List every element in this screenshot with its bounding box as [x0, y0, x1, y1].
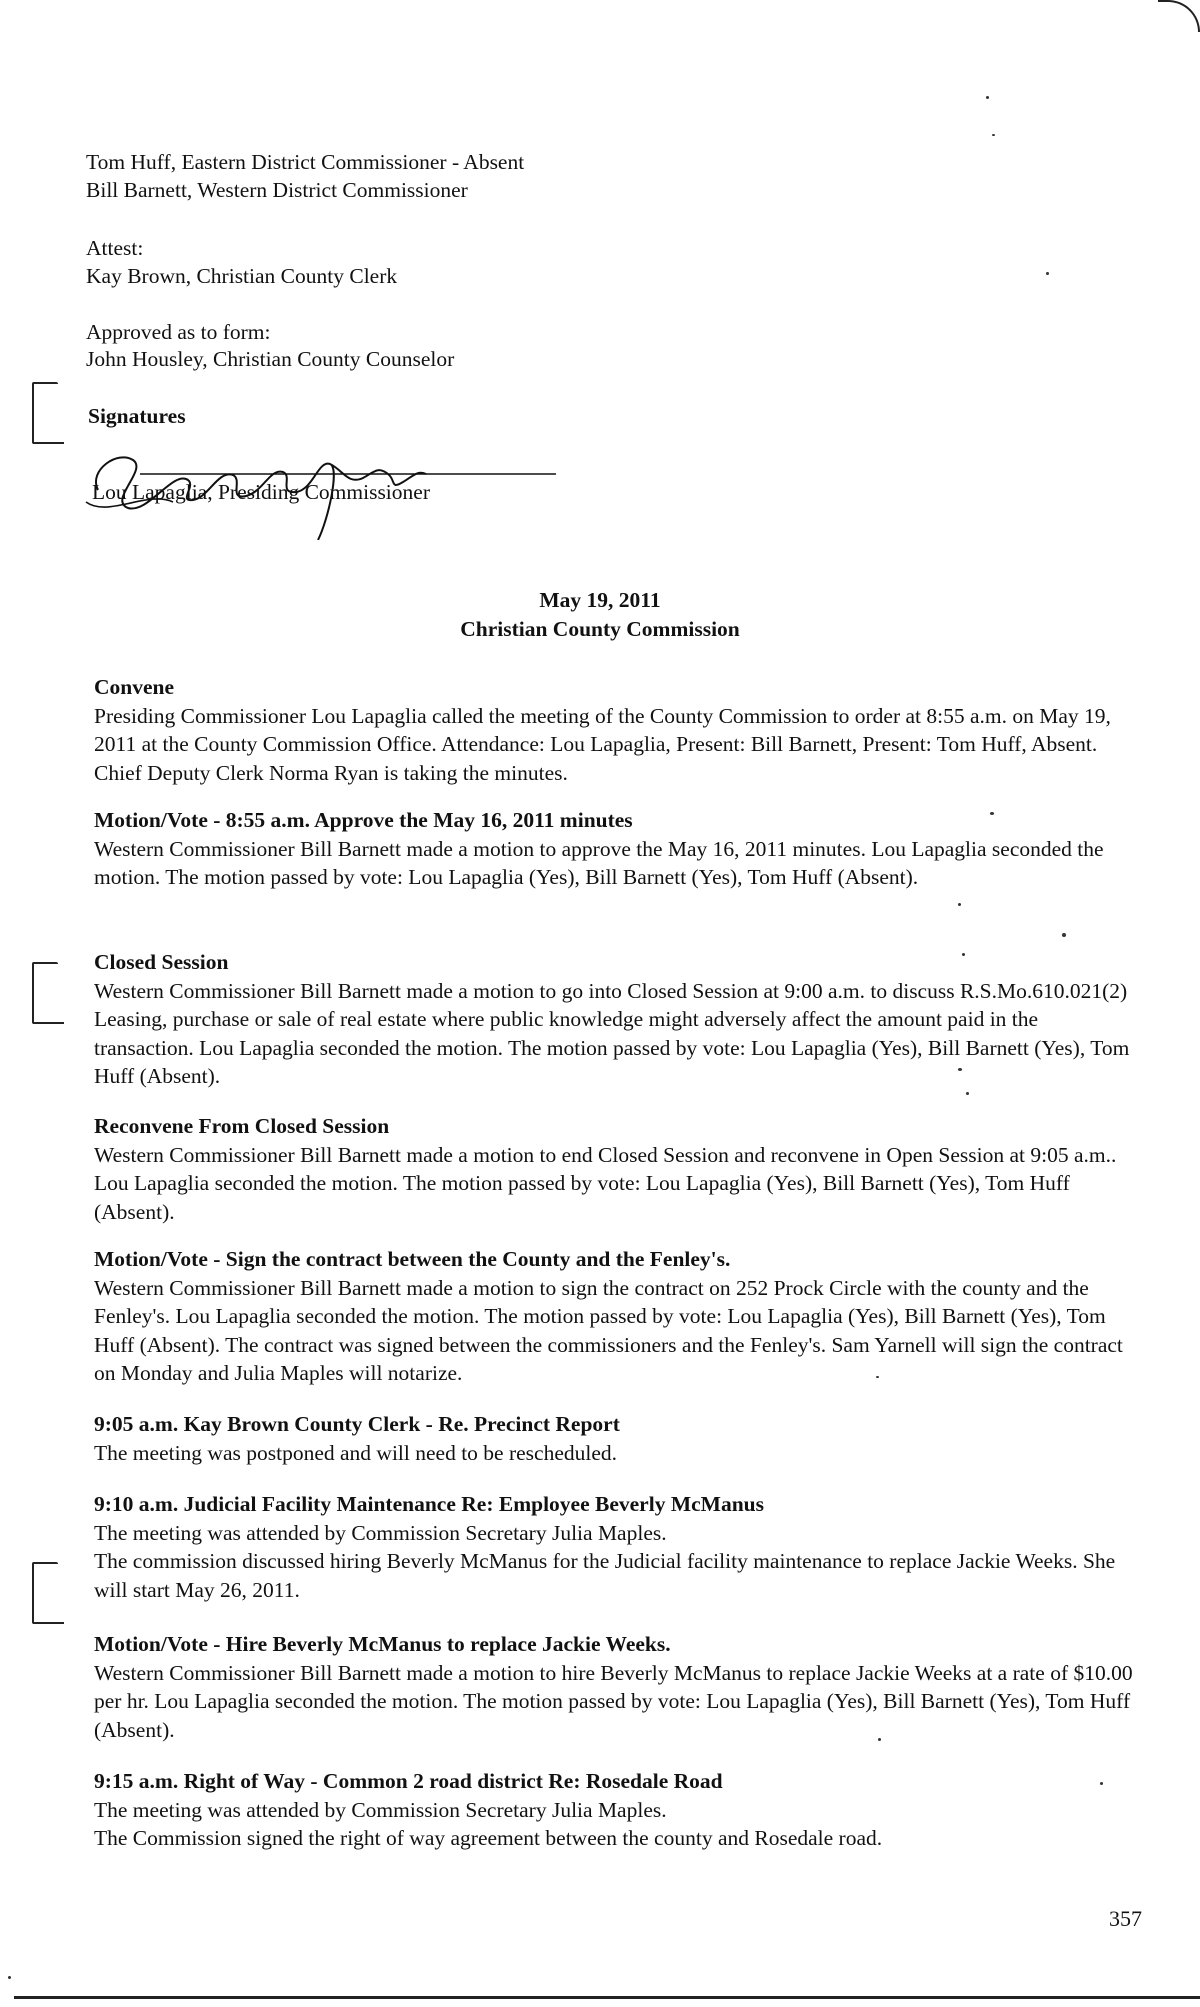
- scan-speck: [990, 812, 994, 815]
- scan-speck: [986, 96, 989, 99]
- approved-label: Approved as to form:: [86, 320, 271, 344]
- commissioner-line-huff: Tom Huff, Eastern District Commissioner - Absent: [86, 150, 525, 174]
- approved-name: John Housley, Christian County Counselor: [86, 347, 455, 371]
- section-heading: 9:15 a.m. Right of Way - Common 2 road district Re: Rosedale Road: [94, 1769, 723, 1793]
- scan-top-edge: [0, 0, 1200, 4]
- section-heading: 9:10 a.m. Judicial Facility Maintenance Re: Employee Beverly McManus: [94, 1492, 764, 1516]
- section-text: The meeting was postponed and will need to be rescheduled.: [94, 1440, 618, 1465]
- page-number: 357: [1109, 1906, 1142, 1931]
- scan-speck: [958, 1068, 962, 1071]
- signatures-heading: Signatures: [88, 404, 186, 428]
- scan-bottom-edge: [14, 1996, 1200, 1999]
- section-text: The meeting was attended by Commission Secretary Julia Maples.: [94, 1797, 667, 1822]
- attest-name: Kay Brown, Christian County Clerk: [86, 264, 398, 288]
- section-closed-session: [94, 948, 1134, 1091]
- section-reconvene: [94, 1112, 1134, 1226]
- section-text: Western Commissioner Bill Barnett made a motion to end Closed Session and reconvene in Open Session at 9:05 a.m.. Lou Lapaglia seconded the motion. The motion passed by vote: Lou Lapaglia (Yes), Bill Barnett (Yes), Tom Huff (Absent).: [94, 1142, 1117, 1224]
- commissioner-line-barnett: Bill Barnett, Western District Commissioner: [86, 178, 468, 202]
- section-text-2: The commission discussed hiring Beverly McManus for the Judicial facility maintenance to replace Jackie Weeks. She will start May 26, 2011.: [94, 1549, 1116, 1602]
- section-hire-mcmanus: [94, 1630, 1134, 1744]
- page-corner-curl: [1158, 0, 1200, 32]
- section-text: Western Commissioner Bill Barnett made a motion to hire Beverly McManus to replace Jackie Weeks at a rate of $10.00 per hr. Lou Lapaglia seconded the motion. The motion passed by vote: Lou Lapaglia (Yes), Bill Barnett (Yes), Tom Huff (Absent).: [94, 1660, 1133, 1742]
- scan-speck: [1100, 1782, 1103, 1785]
- section-heading: Reconvene From Closed Session: [94, 1114, 390, 1138]
- section-right-of-way: [94, 1767, 1134, 1853]
- margin-bracket-mark: [32, 382, 58, 444]
- signature-caption: Lou Lapaglia, Presiding Commissioner: [92, 480, 430, 504]
- meeting-date: May 19, 2011: [539, 588, 661, 612]
- section-text: Western Commissioner Bill Barnett made a motion to go into Closed Session at 9:00 a.m. to discuss R.S.Mo.610.021(2) Leasing, purchase or sale of real estate where public knowledge might adversely affect the amount paid in the transaction. Lou Lapaglia seconded the motion. The motion passed by vote: Lou Lapaglia (Yes), Bill Barnett (Yes), Tom Huff (Absent).: [94, 978, 1130, 1088]
- scan-speck: [878, 1738, 881, 1741]
- section-precinct-report: [94, 1410, 1134, 1467]
- section-convene: [94, 673, 1134, 787]
- scan-speck: [8, 1976, 11, 1979]
- scan-speck: [1062, 933, 1066, 937]
- margin-bracket-mark: [32, 962, 58, 1024]
- scan-speck: [992, 134, 995, 136]
- section-judicial-maintenance: [94, 1490, 1134, 1604]
- margin-bracket-mark: [32, 1562, 58, 1624]
- section-sign-contract: [94, 1245, 1134, 1388]
- section-text: Western Commissioner Bill Barnett made a motion to sign the contract on 252 Prock Circle with the county and the Fenley's. Lou Lapaglia seconded the motion. The motion passed by vote: Lou Lapaglia (Yes), Bill Barnett (Yes), Tom Huff (Absent). The contract was signed between the commissioners and the Fenley's. Sam Yarnell will sign the contract on Monday and Julia Maples will notarize.: [94, 1275, 1123, 1385]
- section-text: Presiding Commissioner Lou Lapaglia called the meeting of the County Commission to order at 8:55 a.m. on May 19, 2011 at the County Commission Office. Attendance: Lou Lapaglia, Present: Bill Barnett, Present: Tom Huff, Absent. Chief Deputy Clerk Norma Ryan is taking the minutes.: [94, 703, 1111, 785]
- scan-speck: [876, 1376, 879, 1378]
- section-heading: Motion/Vote - Sign the contract between the County and the Fenley's.: [94, 1247, 731, 1271]
- section-heading: Convene: [94, 675, 175, 699]
- section-heading: Closed Session: [94, 950, 229, 974]
- section-text: The meeting was attended by Commission Secretary Julia Maples.: [94, 1520, 667, 1545]
- section-heading: Motion/Vote - Hire Beverly McManus to replace Jackie Weeks.: [94, 1632, 671, 1656]
- scan-speck: [1046, 272, 1049, 275]
- attest-label: Attest:: [86, 236, 144, 260]
- scan-speck: [966, 1092, 969, 1095]
- section-text: Western Commissioner Bill Barnett made a motion to approve the May 16, 2011 minutes. Lou Lapaglia seconded the motion. The motion passed by vote: Lou Lapaglia (Yes), Bill Barnett (Yes), Tom Huff (Absent).: [94, 836, 1104, 889]
- section-heading: 9:05 a.m. Kay Brown County Clerk - Re. Precinct Report: [94, 1412, 620, 1436]
- meeting-body: Christian County Commission: [460, 617, 740, 641]
- section-text-2: The Commission signed the right of way agreement between the county and Rosedale road.: [94, 1826, 883, 1850]
- scan-speck: [962, 953, 965, 956]
- scan-speck: [958, 903, 961, 906]
- section-heading: Motion/Vote - 8:55 a.m. Approve the May 16, 2011 minutes: [94, 808, 633, 832]
- section-approve-minutes: [94, 806, 1134, 892]
